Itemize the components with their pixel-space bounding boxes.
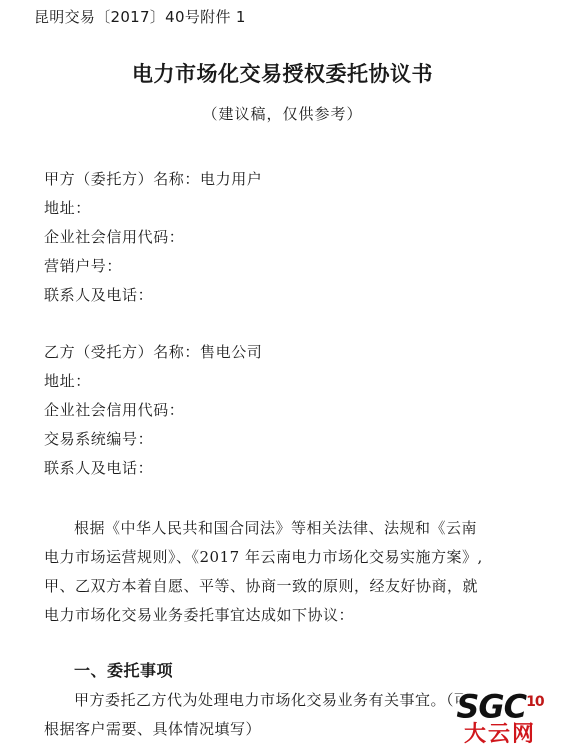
intro-line: 根据《中华人民共和国合同法》等相关法律、法规和《云南 <box>74 519 478 537</box>
party-b-contact-line: 联系人及电话： <box>44 459 154 477</box>
party-b-block <box>44 338 262 483</box>
party-a-name-line: 甲方（委托方）名称：电力用户 <box>44 170 263 188</box>
section-1-line: 甲方委托乙方代为处理电力市场化交易业务有关事宜。（可 <box>74 691 470 709</box>
intro-line: 电力市场运营规则》、《2017 年云南电力市场化交易实施方案》, <box>44 548 483 566</box>
party-a-block <box>44 165 262 310</box>
party-b-address-line: 地址： <box>44 372 91 390</box>
intro-paragraph <box>44 514 524 630</box>
intro-line: 甲、乙双方本着自愿、平等、协商一致的原则，经友好协商，就 <box>44 577 479 595</box>
section-1-heading: 一、委托事项 <box>74 661 174 680</box>
watermark-site-name: 大云网 <box>463 721 536 747</box>
party-a-account-line: 营销户号： <box>44 257 123 275</box>
party-a-address-line: 地址： <box>44 199 91 217</box>
watermark-logo <box>441 686 559 746</box>
party-b-system-id-line: 交易系统编号： <box>44 430 154 448</box>
intro-line: 电力市场化交易业务委托事宜达成如下协议： <box>44 606 355 624</box>
party-a-contact-line: 联系人及电话： <box>44 286 154 304</box>
watermark-logo-mark: SGC$^{10}$ <box>456 687 544 726</box>
document-title: 电力市场化交易授权委托协议书 <box>132 62 433 86</box>
party-a-credit-code-line: 企业社会信用代码： <box>44 228 185 246</box>
party-b-name-line: 乙方（受托方）名称：售电公司 <box>44 343 263 361</box>
party-b-credit-code-line: 企业社会信用代码： <box>44 401 185 419</box>
document-reference-number: 昆明交易〔2017〕40号附件 1 <box>34 8 246 26</box>
document-subtitle: （建议稿，仅供参考） <box>202 105 363 123</box>
section-1-line: 根据客户需要、具体情况填写） <box>44 720 262 738</box>
